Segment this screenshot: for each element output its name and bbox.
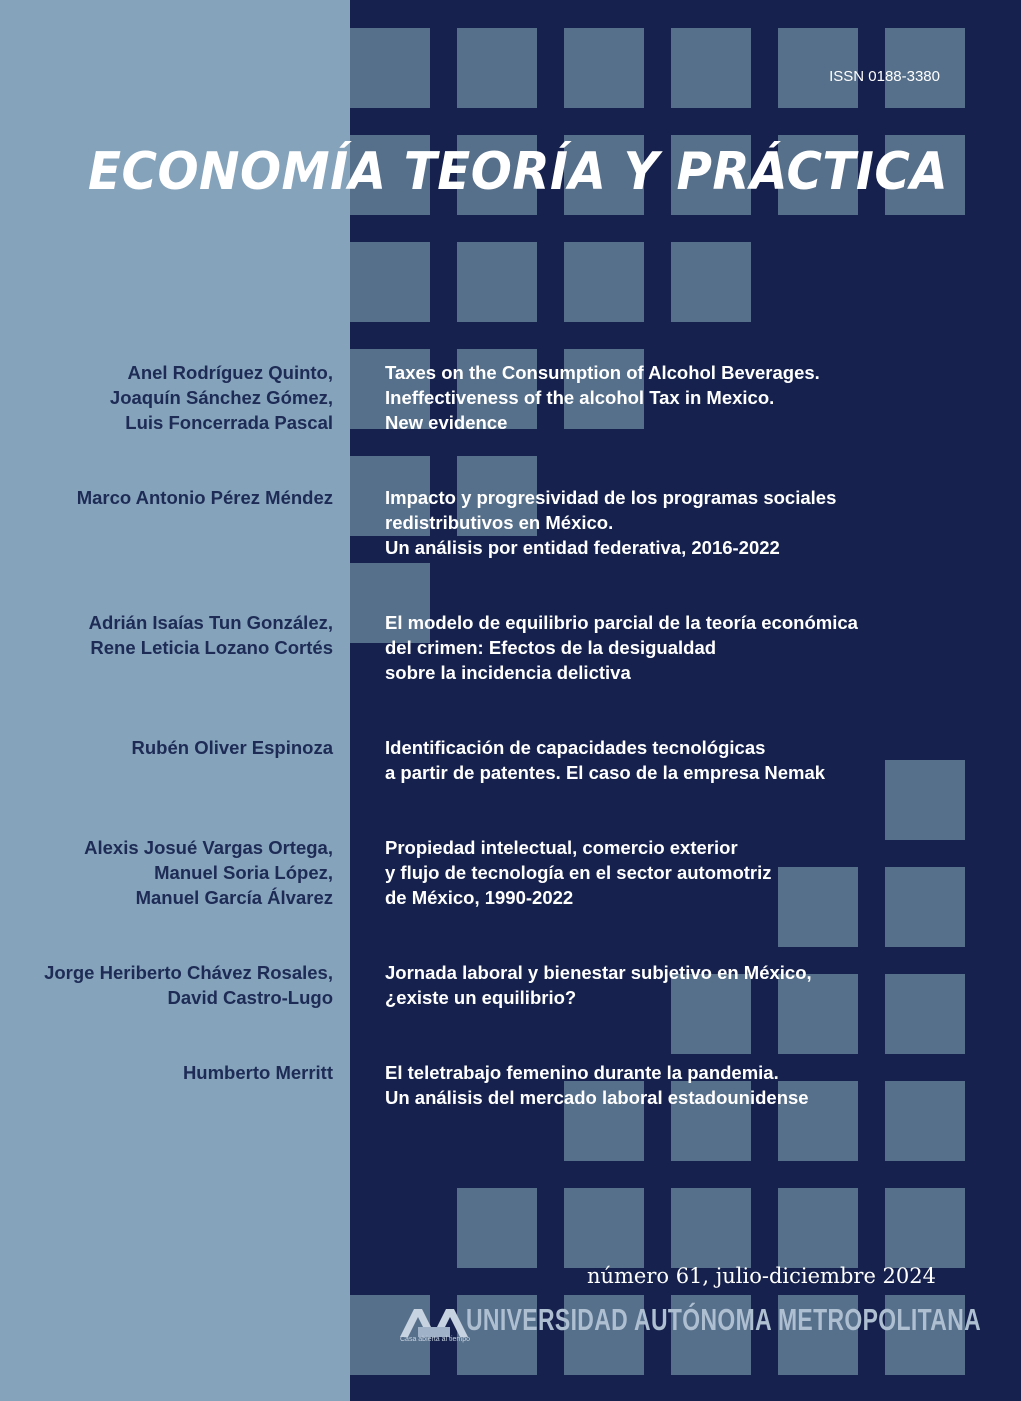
decorative-square (564, 242, 644, 322)
article-title (385, 835, 985, 910)
title-line: Propiedad intelectual, comercio exterior (385, 837, 738, 858)
author-line: Marco Antonio Pérez Méndez (76, 487, 333, 508)
article-authors (0, 485, 333, 510)
decorative-square (457, 28, 537, 108)
title-line: ¿existe un equilibrio? (385, 987, 577, 1008)
article-title (385, 960, 985, 1010)
article-title (385, 1060, 985, 1110)
title-line: sobre la incidencia delictiva (385, 662, 631, 683)
title-line: de México, 1990-2022 (385, 887, 574, 908)
issue-info: número 61, julio-diciembre 2024 (586, 1264, 936, 1288)
author-line: Humberto Merritt (182, 1062, 333, 1083)
title-line: Jornada laboral y bienestar subjetivo en México, (385, 962, 812, 983)
author-line: Adrián Isaías Tun González, (88, 612, 333, 633)
decorative-square (457, 1188, 537, 1268)
author-line: Alexis Josué Vargas Ortega, (84, 837, 333, 858)
article-title (385, 735, 985, 785)
decorative-square (671, 1188, 751, 1268)
title-line: New evidence (385, 412, 508, 433)
author-line: Joaquín Sánchez Gómez, (109, 387, 333, 408)
title-line: y flujo de tecnología en el sector automotriz (385, 862, 772, 883)
decorative-square (671, 242, 751, 322)
decorative-square (457, 242, 537, 322)
author-line: Anel Rodríguez Quinto, (127, 362, 333, 383)
article-authors (0, 960, 333, 1010)
university-name: UNIVERSIDAD AUTÓNOMA METROPOLITANA (466, 1302, 982, 1337)
decorative-square (564, 28, 644, 108)
author-line: Jorge Heriberto Chávez Rosales, (44, 962, 333, 983)
journal-title: ECONOMÍA TEORÍA Y PRÁCTICA (88, 142, 949, 202)
decorative-square (671, 28, 751, 108)
article-title (385, 360, 985, 435)
article-authors (0, 610, 333, 660)
author-line: Manuel García Álvarez (135, 887, 333, 908)
left-panel (0, 0, 350, 1401)
author-line: Luis Foncerrada Pascal (125, 412, 333, 433)
article-authors (0, 1060, 333, 1085)
title-line: a partir de patentes. El caso de la empresa Nemak (385, 762, 826, 783)
title-line: El modelo de equilibrio parcial de la teoría económica (385, 612, 858, 633)
article-authors (0, 360, 333, 435)
article-title (385, 485, 985, 560)
title-line: Un análisis por entidad federativa, 2016-2022 (385, 537, 780, 558)
author-line: Rubén Oliver Espinoza (131, 737, 333, 758)
decorative-square (778, 1188, 858, 1268)
decorative-square (350, 28, 430, 108)
title-line: redistributivos en México. (385, 512, 614, 533)
title-line: El teletrabajo femenino durante la pandemia. (385, 1062, 779, 1083)
title-line: del crimen: Efectos de la desigualdad (385, 637, 717, 658)
uam-tagline: Casa abierta al tiempo (400, 1336, 471, 1343)
author-line: Rene Leticia Lozano Cortés (90, 637, 333, 658)
article-authors (0, 835, 333, 910)
title-line: Un análisis del mercado laboral estadounidense (385, 1087, 809, 1108)
article-authors (0, 735, 333, 760)
decorative-square (885, 1188, 965, 1268)
author-line: Manuel Soria López, (154, 862, 333, 883)
title-line: Impacto y progresividad de los programas sociales (385, 487, 837, 508)
title-line: Ineffectiveness of the alcohol Tax in Mexico. (385, 387, 775, 408)
issn-label: ISSN 0188-3380 (829, 68, 940, 85)
decorative-square (350, 242, 430, 322)
article-title (385, 610, 985, 685)
title-line: Taxes on the Consumption of Alcohol Beverages. (385, 362, 820, 383)
decorative-square (564, 1188, 644, 1268)
author-line: David Castro-Lugo (167, 987, 333, 1008)
title-line: Identificación de capacidades tecnológicas (385, 737, 766, 758)
